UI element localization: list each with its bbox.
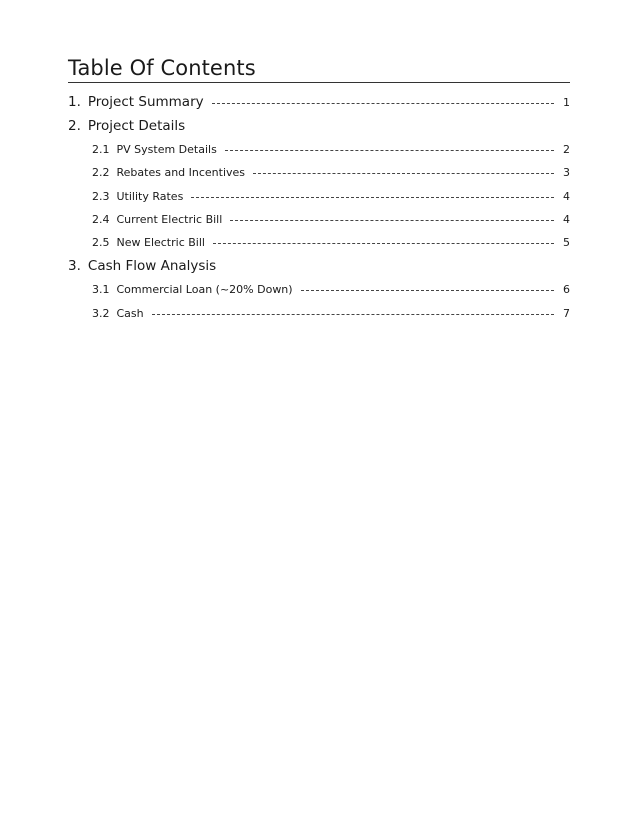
toc-entry-rebates-and-incentives[interactable]	[68, 161, 570, 184]
toc-entry-label: Rebates and Incentives	[116, 166, 246, 180]
toc-entry-label: Commercial Loan (~20% Down)	[116, 283, 293, 297]
toc-entry-commercial-loan[interactable]	[68, 278, 570, 301]
toc-entry-current-electric-bill[interactable]	[68, 208, 570, 231]
dot-leader	[213, 243, 554, 244]
toc-entry-label: Project Details	[87, 118, 186, 134]
toc-entry-number: 2.2	[92, 166, 110, 180]
toc-entry-page: 3	[563, 166, 570, 180]
toc-entry-page: 4	[563, 189, 570, 203]
toc-entry-page: 6	[563, 283, 570, 297]
toc-entry-number: 2.	[68, 118, 81, 134]
toc-entry-page: 7	[563, 306, 570, 320]
toc-entry-new-electric-bill[interactable]	[68, 231, 570, 254]
dot-leader	[212, 103, 554, 104]
toc-entry-label: Current Electric Bill	[116, 212, 223, 226]
toc-entry-utility-rates[interactable]	[68, 185, 570, 208]
toc-entry-project-details[interactable]	[68, 114, 570, 138]
toc-entry-label: New Electric Bill	[116, 236, 205, 250]
toc-entry-cash[interactable]	[68, 302, 570, 325]
dot-leader	[152, 314, 554, 315]
toc-title: Table Of Contents	[68, 54, 570, 83]
toc-entry-label: Cash	[116, 306, 144, 320]
toc-list	[68, 90, 570, 325]
toc-entry-page: 2	[563, 143, 570, 156]
dot-leader	[225, 150, 554, 151]
toc-entry-label: PV System Details	[116, 143, 217, 156]
toc-entry-pv-system-details[interactable]	[68, 138, 570, 161]
toc-entry-number: 3.2	[92, 306, 110, 320]
dot-leader	[301, 290, 554, 291]
toc-entry-page: 5	[563, 236, 570, 250]
toc-entry-label: Project Summary	[87, 94, 204, 110]
toc-entry-page: 4	[563, 212, 570, 226]
toc-entry-number: 3.	[68, 258, 81, 275]
toc-entry-number: 3.1	[92, 283, 110, 297]
toc-entry-project-summary[interactable]	[68, 90, 570, 114]
dot-leader	[253, 173, 554, 174]
dot-leader	[191, 197, 554, 198]
toc-entry-number: 2.1	[92, 143, 110, 156]
toc-entry-label: Cash Flow Analysis	[87, 258, 217, 275]
toc-entry-cash-flow-analysis[interactable]	[68, 254, 570, 278]
toc-entry-number: 1.	[68, 94, 81, 110]
toc-entry-number: 2.4	[92, 212, 110, 226]
toc-entry-label: Utility Rates	[116, 189, 184, 203]
dot-leader	[230, 220, 554, 221]
toc-entry-number: 2.3	[92, 189, 110, 203]
toc-entry-page: 1	[563, 96, 570, 109]
toc-entry-number: 2.5	[92, 236, 110, 250]
